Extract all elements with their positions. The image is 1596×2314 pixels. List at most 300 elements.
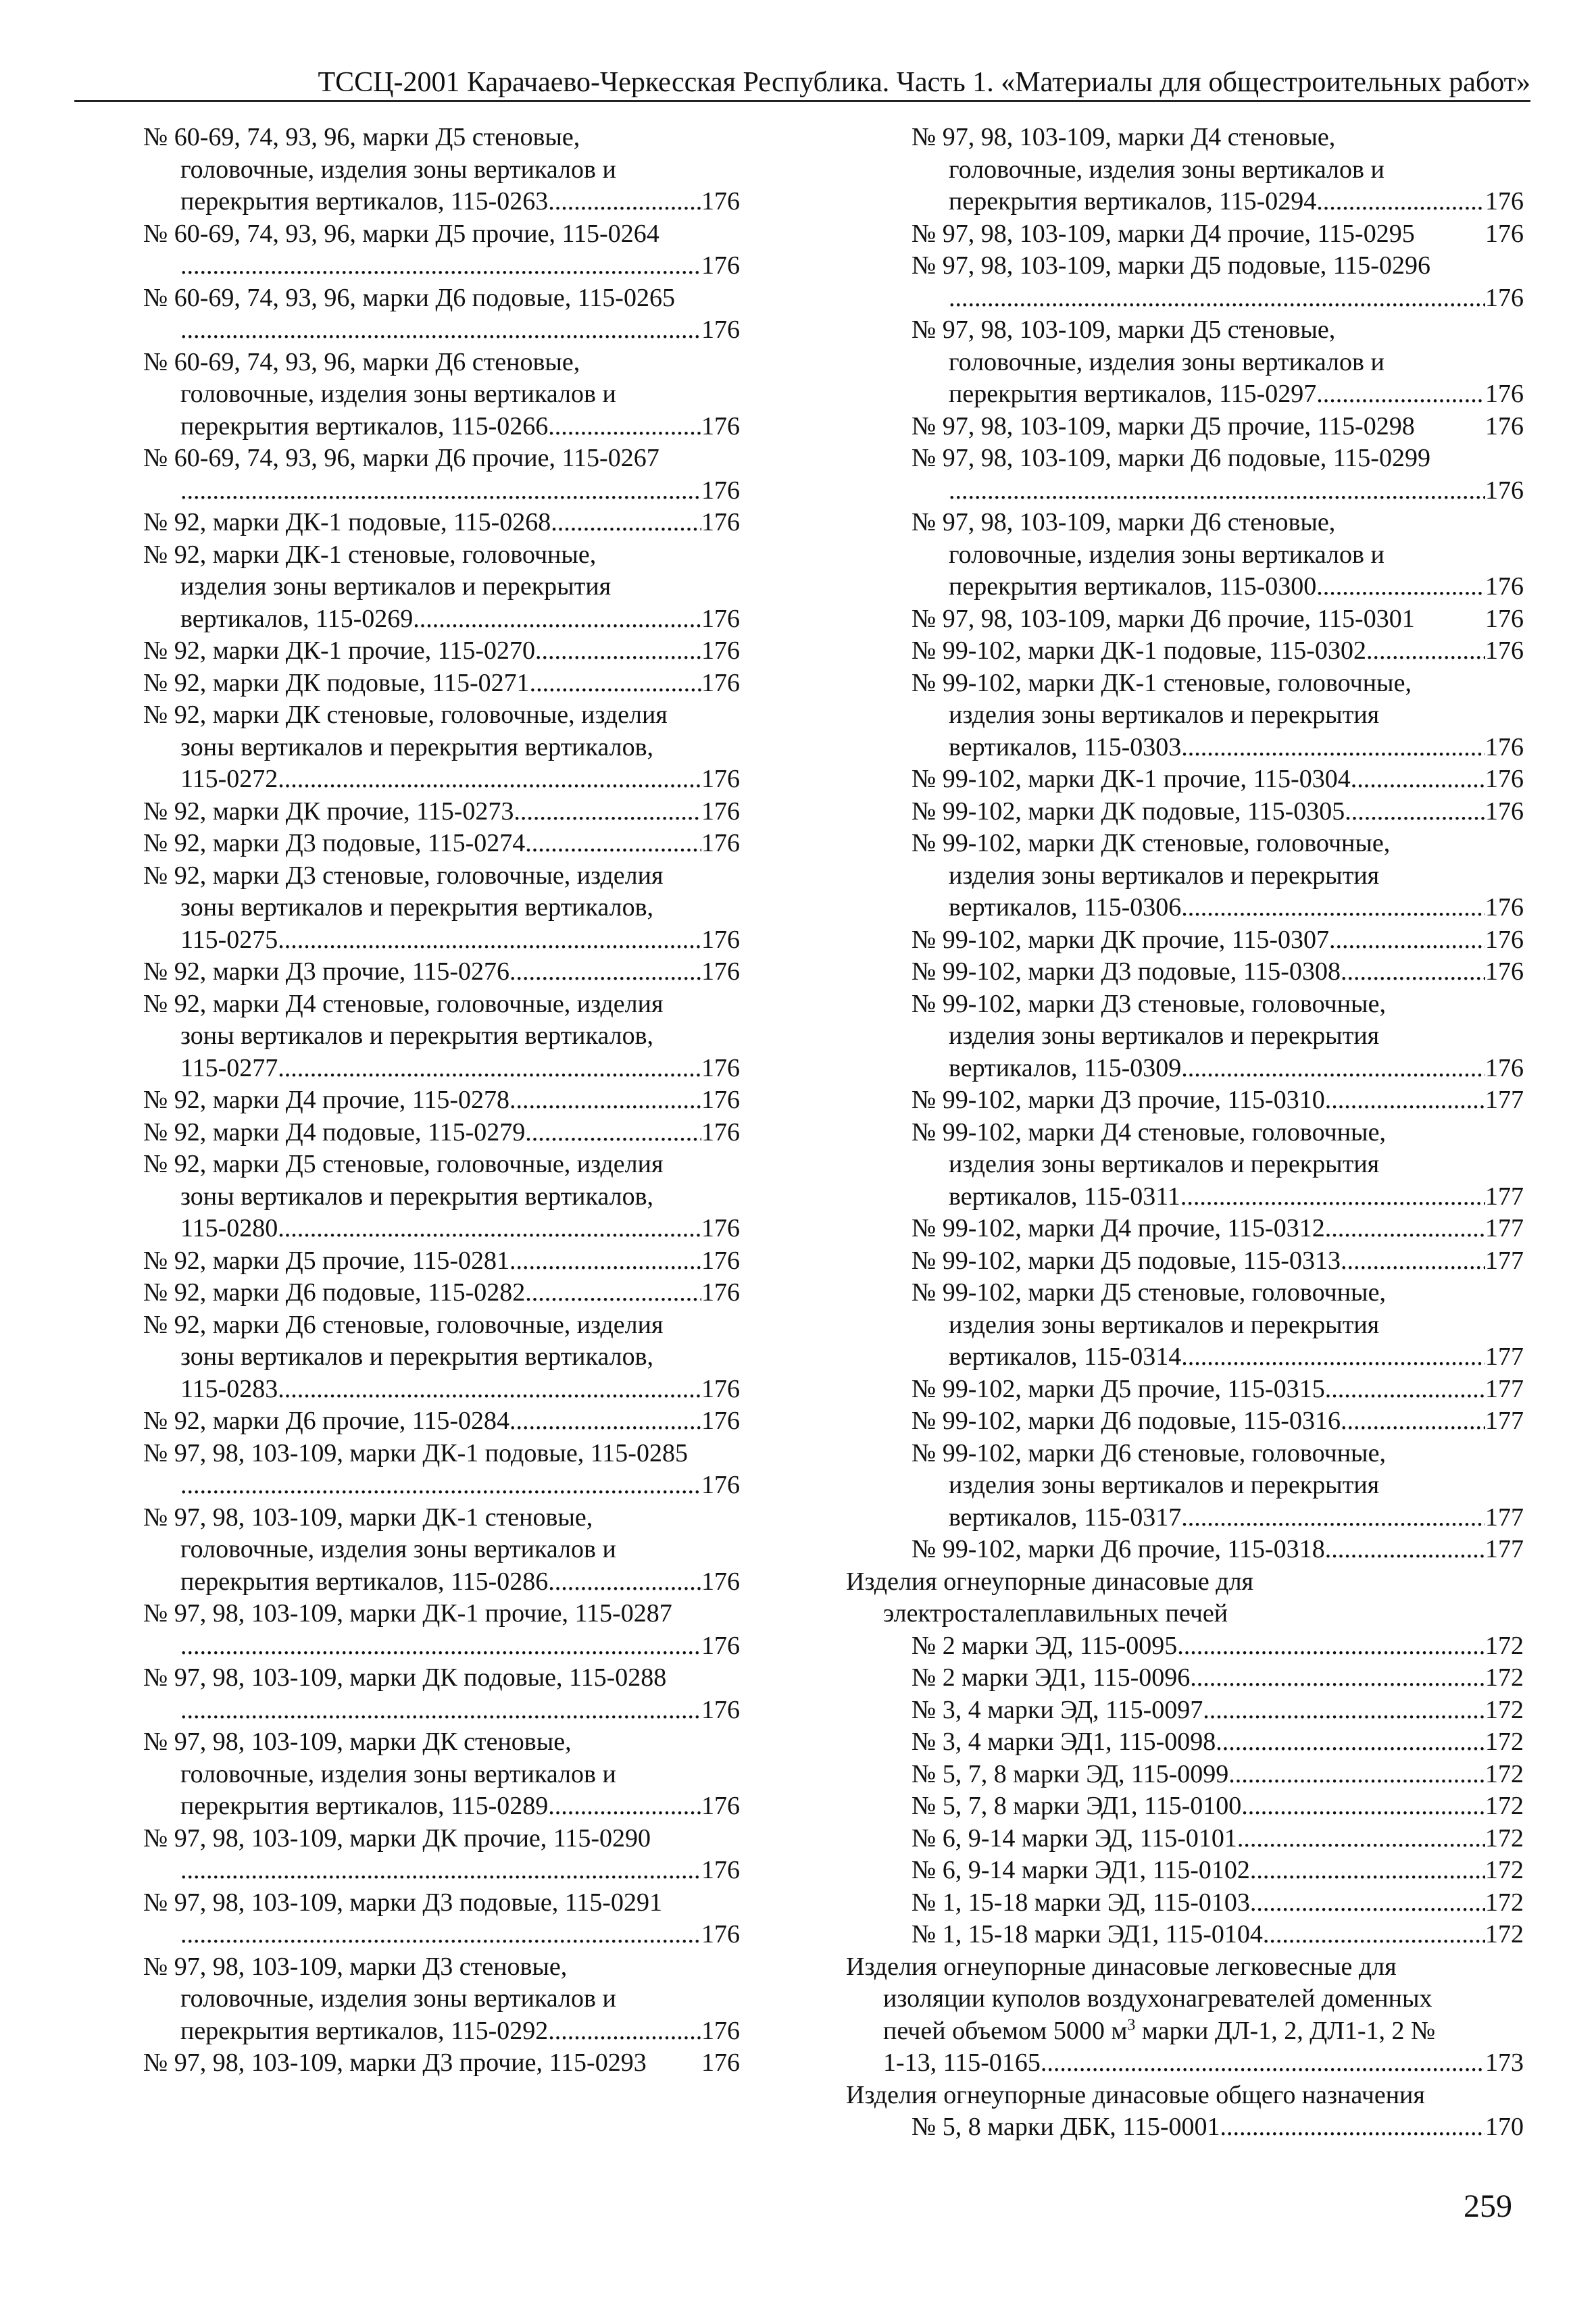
dot-leader bbox=[278, 1213, 701, 1245]
dot-leader bbox=[1341, 1245, 1485, 1278]
entry-leader-line bbox=[912, 571, 1524, 603]
entry-label: № 92, марки ДК-1 подовые, 115-0268 bbox=[143, 508, 551, 536]
index-entry-group bbox=[846, 1919, 1524, 1951]
entry-label: перекрытия вертикалов, 115-0286 bbox=[180, 1567, 549, 1596]
entry-leader-line bbox=[912, 218, 1524, 251]
entry-leader-line bbox=[912, 1245, 1524, 1278]
entry-page-ref: 172 bbox=[1485, 1759, 1524, 1788]
index-entry bbox=[846, 828, 1524, 924]
dot-leader bbox=[1181, 892, 1485, 924]
entry-page-ref: 177 bbox=[1485, 1503, 1524, 1532]
dot-leader bbox=[1190, 1662, 1485, 1694]
entry-leader-line bbox=[143, 475, 740, 507]
index-entry bbox=[846, 1245, 1524, 1278]
section-heading: электросталеплавильных печей bbox=[883, 1599, 1228, 1628]
entry-text-line: зоны вертикалов и перекрытия вертикалов, bbox=[180, 893, 654, 922]
entry-text-line: головочные, изделия зоны вертикалов и bbox=[180, 380, 616, 408]
index-entry bbox=[143, 1084, 740, 1117]
index-entry bbox=[846, 1759, 1524, 1791]
entry-page-ref: 176 bbox=[701, 508, 740, 536]
index-entry bbox=[846, 122, 1524, 218]
entry-page-ref: 176 bbox=[1485, 604, 1524, 633]
index-entry-group bbox=[846, 635, 1524, 668]
dot-leader bbox=[525, 1277, 701, 1309]
entry-label: № 5, 7, 8 марки ЭД1, 115-0100 bbox=[912, 1792, 1242, 1820]
entry-text-line: головочные, изделия зоны вертикалов и bbox=[180, 1984, 616, 2013]
index-entry-group bbox=[846, 1887, 1524, 1919]
entry-page-ref: 176 bbox=[1485, 636, 1524, 665]
index-entry bbox=[846, 314, 1524, 411]
dot-leader bbox=[1220, 2111, 1485, 2144]
entry-text: марки ДЛ-1, 2, ДЛ1-1, 2 № bbox=[1135, 2016, 1436, 2045]
entry-text-line: № 92, марки Д4 стеновые, головочные, изделия bbox=[143, 989, 664, 1018]
dot-leader bbox=[180, 1919, 701, 1951]
entry-leader-line bbox=[912, 1053, 1524, 1085]
index-entry bbox=[846, 1919, 1524, 1951]
entry-leader-line bbox=[912, 603, 1524, 636]
entry-text-line: № 99-102, марки Д6 стеновые, головочные, bbox=[912, 1438, 1386, 1467]
entry-leader-line bbox=[912, 956, 1524, 988]
entry-label: перекрытия вертикалов, 115-0292 bbox=[180, 2016, 549, 2045]
entry-label: вертикалов, 115-0269 bbox=[180, 604, 414, 633]
index-entry bbox=[143, 1117, 740, 1149]
entry-text-line: зоны вертикалов и перекрытия вертикалов, bbox=[180, 732, 654, 761]
entry-page-ref: 177 bbox=[1485, 1086, 1524, 1114]
index-entry bbox=[143, 860, 740, 957]
entry-leader-line bbox=[143, 1469, 740, 1502]
entry-page-ref: 176 bbox=[701, 316, 740, 344]
entry-label: № 97, 98, 103-109, марки Д4 прочие, 115-0295 bbox=[912, 219, 1415, 248]
index-column-right bbox=[846, 122, 1524, 2144]
entry-leader-line bbox=[912, 1213, 1524, 1245]
dot-leader bbox=[1250, 1855, 1485, 1887]
index-entry-group bbox=[846, 1534, 1524, 1566]
entry-page-ref: 176 bbox=[1485, 572, 1524, 601]
entry-leader-line bbox=[143, 2015, 740, 2048]
index-column-left bbox=[143, 122, 740, 2080]
entry-leader-line bbox=[912, 1823, 1524, 1855]
index-entry bbox=[846, 763, 1524, 796]
entry-leader-line bbox=[143, 1630, 740, 1663]
entry-leader-line bbox=[912, 1887, 1524, 1919]
page-number: 259 bbox=[1464, 2188, 1512, 2224]
entry-text-line: № 97, 98, 103-109, марки Д3 стеновые, bbox=[143, 1952, 568, 1981]
entry-page-ref: 172 bbox=[1485, 1856, 1524, 1884]
index-entry-group bbox=[846, 1084, 1524, 1117]
entry-leader-line bbox=[143, 603, 740, 636]
entry-text-line: № 97, 98, 103-109, марки ДК прочие, 115-0290 bbox=[143, 1823, 651, 1853]
entry-label: № 99-102, марки ДК-1 прочие, 115-0304 bbox=[912, 765, 1351, 793]
entry-leader-line bbox=[912, 1790, 1524, 1823]
entry-text-line: № 92, марки ДК стеновые, головочные, изделия bbox=[143, 701, 668, 729]
entry-page-ref: 177 bbox=[1485, 1342, 1524, 1371]
entry-leader-line bbox=[143, 924, 740, 957]
entry-text-line: изделия зоны вертикалов и перекрытия bbox=[180, 572, 612, 601]
dot-leader bbox=[548, 1566, 701, 1599]
entry-page-ref: 176 bbox=[1485, 380, 1524, 408]
entry-page-ref: 176 bbox=[701, 411, 740, 441]
entry-page-ref: 176 bbox=[1485, 411, 1524, 441]
dot-leader bbox=[180, 250, 701, 282]
entry-text-line: № 99-102, марки Д3 стеновые, головочные, bbox=[912, 989, 1386, 1018]
entry-page-ref: 176 bbox=[701, 636, 740, 665]
entry-page-ref: 176 bbox=[701, 1214, 740, 1242]
entry-page-ref: 172 bbox=[1485, 1631, 1524, 1660]
entry-leader-line bbox=[143, 1694, 740, 1727]
dot-leader bbox=[180, 314, 701, 347]
index-entry-group bbox=[846, 218, 1524, 251]
entry-page-ref: 176 bbox=[701, 829, 740, 857]
index-entry bbox=[846, 507, 1524, 603]
entry-page-ref: 170 bbox=[1485, 2113, 1524, 2141]
dot-leader bbox=[413, 603, 701, 636]
index-entry-group bbox=[846, 828, 1524, 924]
entry-leader-line bbox=[912, 1855, 1524, 1887]
dot-leader bbox=[1325, 1213, 1485, 1245]
entry-label: 115-0280 bbox=[180, 1214, 278, 1242]
dot-leader bbox=[1203, 1694, 1485, 1727]
entry-leader-line bbox=[912, 1502, 1524, 1534]
entry-page-ref: 176 bbox=[701, 187, 740, 216]
entry-label: 115-0283 bbox=[180, 1374, 278, 1403]
dot-leader bbox=[514, 796, 701, 828]
entry-page-ref: 172 bbox=[1485, 1663, 1524, 1692]
entry-text-line: № 97, 98, 103-109, марки Д3 подовые, 115-0291 bbox=[143, 1888, 662, 1917]
index-entry-group bbox=[846, 314, 1524, 411]
entry-text-line: № 60-69, 74, 93, 96, марки Д6 прочие, 115-0267 bbox=[143, 444, 659, 472]
entry-label: № 92, марки Д5 прочие, 115-0281 bbox=[143, 1246, 510, 1275]
section-heading: Изделия огнеупорные динасовые общего назначения bbox=[846, 2080, 1425, 2109]
entry-page-ref: 176 bbox=[701, 1053, 740, 1082]
index-entry bbox=[143, 443, 740, 507]
dot-leader bbox=[1237, 1823, 1485, 1855]
index-entry bbox=[846, 1405, 1524, 1438]
entry-label: № 2 марки ЭД1, 115-0096 bbox=[912, 1663, 1191, 1692]
entry-leader-line bbox=[912, 186, 1524, 218]
entry-leader-line bbox=[143, 1053, 740, 1085]
entry-text-line: № 97, 98, 103-109, марки Д6 стеновые, bbox=[912, 508, 1336, 536]
entry-page-ref: 176 bbox=[701, 1117, 740, 1147]
index-entry bbox=[143, 1245, 740, 1278]
dot-leader bbox=[278, 1374, 701, 1406]
entry-leader-line bbox=[912, 475, 1524, 507]
dot-leader bbox=[1250, 1887, 1485, 1919]
entry-text-line: зоны вертикалов и перекрытия вертикалов, bbox=[180, 1182, 654, 1211]
index-entry-group bbox=[846, 1117, 1524, 1213]
entry-label: перекрытия вертикалов, 115-0266 bbox=[180, 411, 549, 441]
index-entry bbox=[846, 1534, 1524, 1566]
entry-label: № 97, 98, 103-109, марки Д5 прочие, 115-0298 bbox=[912, 411, 1415, 441]
superscript: 3 bbox=[1127, 2015, 1136, 2034]
entry-page-ref: 176 bbox=[701, 1856, 740, 1884]
entry-text-line: № 99-102, марки Д4 стеновые, головочные, bbox=[912, 1117, 1386, 1147]
entry-leader-line bbox=[912, 1405, 1524, 1438]
index-entry-group bbox=[846, 2111, 1524, 2144]
entry-label: № 99-102, марки Д4 прочие, 115-0312 bbox=[912, 1214, 1325, 1242]
index-entry bbox=[143, 988, 740, 1085]
index-entry bbox=[846, 635, 1524, 668]
entry-leader-line bbox=[912, 1374, 1524, 1406]
entry-leader-line bbox=[143, 763, 740, 796]
index-entry bbox=[846, 668, 1524, 764]
entry-label: вертикалов, 115-0317 bbox=[949, 1503, 1182, 1532]
index-entry bbox=[846, 411, 1524, 443]
index-entry-group bbox=[846, 1438, 1524, 1534]
entry-page-ref: 176 bbox=[1485, 925, 1524, 954]
entry-text-line: изделия зоны вертикалов и перекрытия bbox=[949, 1022, 1380, 1050]
entry-label: № 99-102, марки ДК-1 подовые, 115-0302 bbox=[912, 636, 1366, 665]
dot-leader bbox=[509, 1084, 701, 1117]
entry-leader-line bbox=[912, 1341, 1524, 1374]
entry-text-line: зоны вертикалов и перекрытия вертикалов, bbox=[180, 1022, 654, 1050]
dot-leader bbox=[1366, 635, 1485, 668]
index-entry bbox=[143, 796, 740, 828]
entry-leader-line bbox=[912, 1919, 1524, 1951]
entry-text-line: № 60-69, 74, 93, 96, марки Д6 подовые, 115-0265 bbox=[143, 283, 675, 312]
index-entry-group bbox=[846, 411, 1524, 443]
entry-label: № 92, марки ДК подовые, 115-0271 bbox=[143, 668, 530, 697]
entry-label: вертикалов, 115-0306 bbox=[949, 893, 1182, 922]
entry-label: № 99-102, марки ДК подовые, 115-0305 bbox=[912, 797, 1345, 826]
dot-leader bbox=[1177, 1630, 1485, 1663]
entry-label: перекрытия вертикалов, 115-0289 bbox=[180, 1792, 549, 1820]
entry-label: 115-0275 bbox=[180, 925, 278, 954]
entry-leader-line bbox=[912, 1181, 1524, 1213]
index-entry bbox=[143, 2047, 740, 2080]
index-entry bbox=[846, 956, 1524, 988]
entry-leader-line bbox=[143, 956, 740, 988]
dot-leader bbox=[1228, 1759, 1485, 1791]
index-entry-group bbox=[846, 1662, 1524, 1694]
entry-text-line: № 97, 98, 103-109, марки Д6 подовые, 115-0299 bbox=[912, 444, 1430, 472]
index-entry bbox=[143, 1277, 740, 1309]
index-entry bbox=[846, 250, 1524, 314]
entry-page-ref: 172 bbox=[1485, 1920, 1524, 1948]
index-entry bbox=[143, 668, 740, 700]
entry-label: № 92, марки Д6 прочие, 115-0284 bbox=[143, 1407, 510, 1435]
entry-leader-line bbox=[912, 378, 1524, 411]
entry-page-ref: 176 bbox=[1485, 476, 1524, 505]
index-entry-group bbox=[846, 956, 1524, 988]
section-entry-lightweight bbox=[846, 1951, 1524, 2080]
index-entry-group bbox=[846, 988, 1524, 1085]
index-entry-group bbox=[846, 796, 1524, 828]
entry-label: № 99-102, марки ДК прочие, 115-0307 bbox=[912, 925, 1330, 954]
dot-leader bbox=[1316, 378, 1485, 411]
index-entry bbox=[143, 828, 740, 860]
entry-leader-line bbox=[143, 1405, 740, 1438]
section-heading: Изделия огнеупорные динасовые легковесные для bbox=[846, 1952, 1397, 1981]
entry-text-line: головочные, изделия зоны вертикалов и bbox=[180, 155, 616, 184]
entry-leader-line bbox=[143, 1245, 740, 1278]
entry-page-ref: 176 bbox=[701, 1920, 740, 1948]
entry-leader-line bbox=[912, 282, 1524, 315]
entry-label: № 92, марки Д3 подовые, 115-0274 bbox=[143, 829, 526, 857]
entry-label: перекрытия вертикалов, 115-0300 bbox=[949, 572, 1317, 601]
index-entry bbox=[846, 988, 1524, 1085]
entry-page-ref: 176 bbox=[701, 2016, 740, 2045]
index-entry bbox=[143, 1662, 740, 1726]
dot-leader bbox=[180, 1855, 701, 1887]
dot-leader bbox=[180, 1469, 701, 1502]
entry-text-line: изделия зоны вертикалов и перекрытия bbox=[949, 701, 1380, 729]
index-entry-group bbox=[846, 1374, 1524, 1406]
entry-leader-line bbox=[143, 1213, 740, 1245]
entry-page-ref: 176 bbox=[701, 1567, 740, 1596]
index-entry bbox=[846, 1374, 1524, 1406]
entry-page-ref: 176 bbox=[701, 2048, 740, 2077]
dot-leader bbox=[548, 2015, 701, 2048]
index-entry bbox=[143, 1405, 740, 1438]
entry-leader-line bbox=[143, 186, 740, 218]
entry-text-line: № 97, 98, 103-109, марки ДК стеновые, bbox=[143, 1728, 572, 1756]
index-entry bbox=[846, 443, 1524, 507]
index-entry-group bbox=[846, 250, 1524, 314]
index-entry bbox=[846, 1694, 1524, 1727]
index-entry bbox=[143, 1149, 740, 1245]
index-entry-group bbox=[846, 122, 1524, 218]
index-entry bbox=[846, 1823, 1524, 1855]
entry-text-line: изделия зоны вертикалов и перекрытия bbox=[949, 1471, 1380, 1499]
running-header bbox=[74, 65, 1530, 102]
entry-label: перекрытия вертикалов, 115-0297 bbox=[949, 380, 1317, 408]
entry-page-ref: 176 bbox=[701, 1246, 740, 1275]
dot-leader bbox=[949, 282, 1485, 315]
entry-label: № 92, марки ДК прочие, 115-0273 bbox=[143, 797, 514, 826]
entry-text-line: головочные, изделия зоны вертикалов и bbox=[949, 155, 1385, 184]
entry-leader-line bbox=[912, 2111, 1524, 2144]
entry-text-line: № 60-69, 74, 93, 96, марки Д6 стеновые, bbox=[143, 347, 580, 376]
index-entry-group bbox=[846, 507, 1524, 603]
index-entry bbox=[143, 1502, 740, 1599]
entry-leader-line bbox=[143, 1919, 740, 1951]
entry-text-line: изделия зоны вертикалов и перекрытия bbox=[949, 1150, 1380, 1178]
entry-page-ref: 176 bbox=[701, 925, 740, 954]
entry-leader-line bbox=[912, 763, 1524, 796]
entry-page-ref: 177 bbox=[1485, 1535, 1524, 1563]
entry-page-ref: 176 bbox=[1485, 1053, 1524, 1082]
entry-text-line: головочные, изделия зоны вертикалов и bbox=[180, 1759, 616, 1788]
dot-leader bbox=[1181, 1053, 1485, 1085]
entry-text-line: № 60-69, 74, 93, 96, марки Д5 стеновые, bbox=[143, 123, 580, 151]
dot-leader bbox=[535, 635, 701, 668]
entry-label: перекрытия вертикалов, 115-0294 bbox=[949, 187, 1317, 216]
entry-leader-line bbox=[912, 924, 1524, 957]
dot-leader bbox=[1325, 1534, 1485, 1566]
index-entry bbox=[846, 924, 1524, 957]
index-entry bbox=[846, 1117, 1524, 1213]
dot-leader bbox=[1316, 186, 1485, 218]
entry-label: 115-0277 bbox=[180, 1053, 278, 1082]
entry-text: печей объемом 5000 м bbox=[883, 2016, 1128, 2045]
dot-leader bbox=[530, 668, 701, 700]
entry-label: перекрытия вертикалов, 115-0263 bbox=[180, 187, 549, 216]
dot-leader bbox=[180, 1694, 701, 1727]
entry-page-ref: 176 bbox=[1485, 187, 1524, 216]
entry-leader-line bbox=[143, 1790, 740, 1823]
entry-label: № 99-102, марки Д5 подовые, 115-0313 bbox=[912, 1246, 1341, 1275]
index-entry bbox=[143, 1887, 740, 1951]
index-entry bbox=[846, 603, 1524, 636]
entry-leader-line bbox=[912, 892, 1524, 924]
entry-leader-line bbox=[143, 250, 740, 282]
entry-page-ref: 176 bbox=[701, 1471, 740, 1499]
entry-page-ref: 176 bbox=[701, 1792, 740, 1820]
entry-page-ref: 172 bbox=[1485, 1728, 1524, 1756]
dot-leader bbox=[1316, 571, 1485, 603]
dot-leader bbox=[509, 956, 701, 988]
index-entry bbox=[846, 1277, 1524, 1374]
dot-leader bbox=[278, 1053, 701, 1085]
entry-leader-line bbox=[143, 2047, 740, 2080]
dot-leader bbox=[1345, 796, 1485, 828]
entry-label: № 99-102, марки Д3 прочие, 115-0310 bbox=[912, 1086, 1325, 1114]
entry-page-ref: 176 bbox=[1485, 765, 1524, 793]
index-entry bbox=[846, 1084, 1524, 1117]
entry-label: № 1, 15-18 марки ЭД1, 115-0104 bbox=[912, 1920, 1263, 1948]
entry-page-ref: 176 bbox=[701, 1695, 740, 1724]
dot-leader bbox=[548, 186, 701, 218]
dot-leader bbox=[548, 1790, 701, 1823]
index-entry bbox=[846, 1438, 1524, 1534]
index-entry bbox=[143, 282, 740, 347]
entry-page-ref: 172 bbox=[1485, 1695, 1524, 1724]
entry-text-line: № 97, 98, 103-109, марки ДК-1 стеновые, bbox=[143, 1503, 593, 1532]
index-entry bbox=[143, 539, 740, 636]
entry-label: № 99-102, марки Д5 прочие, 115-0315 bbox=[912, 1374, 1325, 1403]
entry-label: № 6, 9-14 марки ЭД1, 115-0102 bbox=[912, 1856, 1250, 1884]
entry-leader-line bbox=[912, 411, 1524, 443]
index-entry-group bbox=[846, 1694, 1524, 1727]
entry-page-ref: 176 bbox=[701, 957, 740, 986]
entry-text-line: головочные, изделия зоны вертикалов и bbox=[949, 540, 1385, 569]
entry-page-ref: 172 bbox=[1485, 1888, 1524, 1917]
index-entry-group bbox=[846, 1855, 1524, 1887]
index-entry bbox=[143, 635, 740, 668]
entry-page-ref: 176 bbox=[701, 1407, 740, 1435]
entry-leader-line bbox=[912, 1694, 1524, 1727]
entry-page-ref: 176 bbox=[701, 797, 740, 826]
entry-leader-line bbox=[143, 668, 740, 700]
entry-leader-line bbox=[912, 1759, 1524, 1791]
dot-leader bbox=[1181, 1341, 1485, 1374]
index-entry bbox=[846, 218, 1524, 251]
entry-label: № 92, марки Д3 прочие, 115-0276 bbox=[143, 957, 510, 986]
entry-text-line: № 97, 98, 103-109, марки ДК подовые, 115-0288 bbox=[143, 1663, 667, 1692]
entry-label: 1-13, 115-0165 bbox=[883, 2048, 1041, 2077]
entry-leader-line bbox=[143, 1374, 740, 1406]
index-entry bbox=[846, 1630, 1524, 1663]
entry-leader-line bbox=[143, 1566, 740, 1599]
dot-leader bbox=[525, 1117, 701, 1149]
entry-page-ref: 172 bbox=[1485, 1823, 1524, 1853]
entry-leader-line bbox=[143, 828, 740, 860]
entry-leader-line bbox=[912, 796, 1524, 828]
index-entry-group bbox=[846, 1790, 1524, 1823]
entry-page-ref: 176 bbox=[701, 1374, 740, 1403]
index-entry-group bbox=[846, 763, 1524, 796]
entry-text-line: № 97, 98, 103-109, марки ДК-1 подовые, 115-0285 bbox=[143, 1438, 688, 1467]
entry-leader-line bbox=[143, 1084, 740, 1117]
entry-label: вертикалов, 115-0303 bbox=[949, 732, 1182, 761]
entry-leader-line bbox=[912, 1084, 1524, 1117]
dot-leader bbox=[1325, 1374, 1485, 1406]
entry-text-line: № 99-102, марки ДК-1 стеновые, головочные, bbox=[912, 668, 1412, 697]
entry-leader-line bbox=[912, 1726, 1524, 1759]
dot-leader bbox=[1041, 2047, 1485, 2080]
entry-label: № 2 марки ЭД, 115-0095 bbox=[912, 1631, 1178, 1660]
index-entry bbox=[143, 347, 740, 443]
